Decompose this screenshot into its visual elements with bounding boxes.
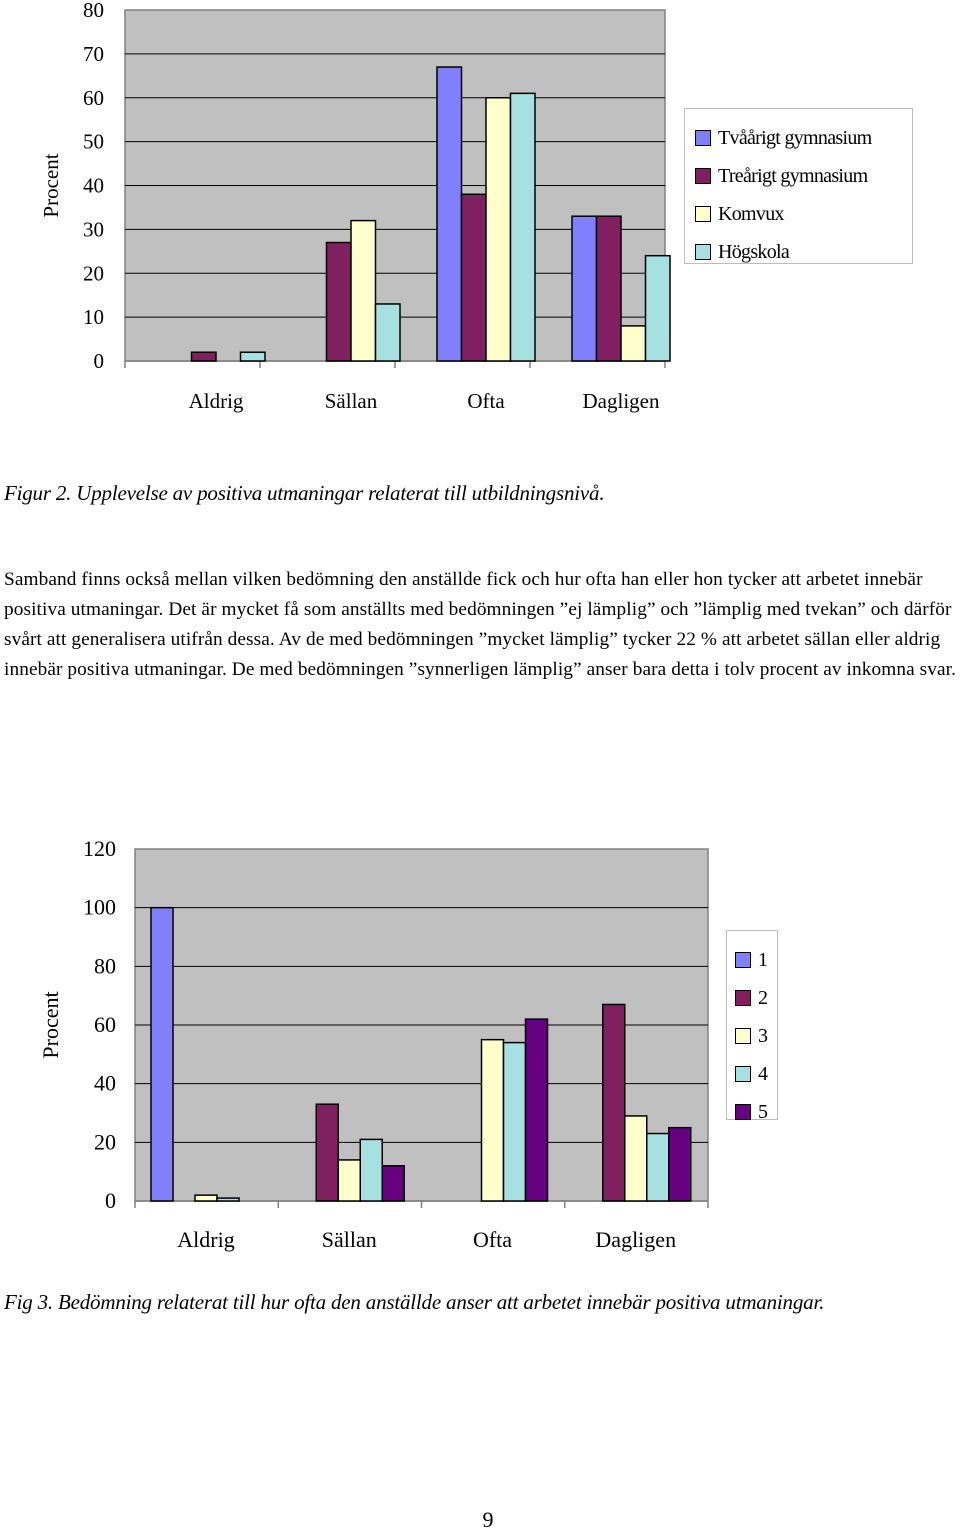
y-tick-label: 70 bbox=[83, 41, 104, 66]
x-category-label: Aldrig bbox=[177, 1227, 235, 1252]
legend-label: Komvux bbox=[718, 203, 784, 225]
bar bbox=[360, 1139, 382, 1201]
legend-label: Tvåårigt gymnasium bbox=[718, 127, 872, 149]
legend-label: 4 bbox=[758, 1063, 768, 1085]
legend-label: 1 bbox=[758, 949, 768, 971]
bar bbox=[241, 352, 266, 361]
bar bbox=[482, 1040, 504, 1201]
legend-item-4 bbox=[735, 1055, 777, 1093]
legend-swatch bbox=[735, 952, 751, 968]
legend-swatch bbox=[735, 1066, 751, 1082]
legend-item-1 bbox=[735, 941, 777, 979]
legend-item-3 bbox=[735, 1017, 777, 1055]
bar bbox=[217, 1198, 239, 1201]
legend-swatch bbox=[735, 990, 751, 1006]
x-category-label: Dagligen bbox=[595, 1227, 677, 1252]
legend-item-2 bbox=[695, 157, 912, 195]
y-tick-label: 60 bbox=[94, 1012, 116, 1037]
legend-swatch bbox=[695, 206, 711, 222]
y-axis-title: Procent bbox=[38, 991, 63, 1059]
legend-swatch bbox=[695, 130, 711, 146]
bar bbox=[327, 243, 352, 361]
bar bbox=[338, 1160, 360, 1201]
y-tick-label: 40 bbox=[94, 1070, 116, 1096]
x-category-label: Ofta bbox=[467, 389, 505, 413]
bar bbox=[646, 256, 671, 361]
legend-item-3 bbox=[695, 195, 912, 233]
legend-item-1 bbox=[695, 119, 912, 157]
bar bbox=[625, 1116, 647, 1201]
bar bbox=[376, 304, 401, 361]
x-category-label: Aldrig bbox=[188, 389, 244, 413]
x-category-label: Sällan bbox=[324, 389, 378, 413]
x-category-label: Dagligen bbox=[582, 389, 660, 413]
figure-caption: Fig 3. Bedömning relaterat till hur ofta den anställde anser att arbetet innebär positiva utmaningar. bbox=[4, 1290, 825, 1314]
legend-label: Treårigt gymnasium bbox=[718, 165, 868, 187]
chart-bedomning-legend bbox=[726, 930, 778, 1123]
legend-label: 2 bbox=[758, 987, 768, 1009]
y-tick-label: 0 bbox=[105, 1188, 116, 1213]
bar bbox=[195, 1195, 217, 1201]
bar bbox=[351, 221, 376, 361]
y-axis-title: Procent bbox=[39, 153, 63, 218]
legend-swatch bbox=[735, 1028, 751, 1044]
body-paragraph: Samband finns också mellan vilken bedömning den anställde fick och hur ofta han eller hon tycker att arbetet innebär positiva utmaningar. Det är mycket få som anställts med bedömningen ”ej lämplig” och ”lämplig med tvekan” och därför svårt att generalisera utifrån dessa. Av de med bedömningen ”mycket lämplig” tycker 22 % att arbetet sällan eller aldrig innebär positiva utmaningar. De med bedömningen ”synnerligen lämplig” anser bara detta i tolv procent av inkomna svar. bbox=[4, 569, 957, 680]
y-tick-label: 20 bbox=[94, 1129, 116, 1155]
x-category-label: Sällan bbox=[321, 1227, 377, 1252]
y-tick-label: 10 bbox=[83, 305, 104, 330]
legend-item-5 bbox=[735, 1093, 777, 1131]
bar bbox=[486, 98, 511, 361]
bar bbox=[192, 352, 217, 361]
y-tick-label: 30 bbox=[83, 217, 104, 242]
bar bbox=[511, 93, 536, 361]
bar bbox=[504, 1043, 526, 1201]
bar bbox=[572, 216, 597, 361]
bar bbox=[669, 1128, 691, 1201]
chart-utbildningsniva-legend bbox=[684, 108, 913, 264]
chart-bedomning bbox=[0, 830, 960, 1280]
chart-bedomning-svg bbox=[0, 830, 960, 1280]
bar bbox=[462, 194, 487, 361]
bar bbox=[526, 1019, 548, 1201]
chart-utbildningsniva bbox=[0, 0, 960, 430]
legend-label: Högskola bbox=[718, 241, 790, 263]
legend-item-2 bbox=[735, 979, 777, 1017]
figure-caption: Figur 2. Upplevelse av positiva utmaningar relaterat till utbildningsnivå. bbox=[4, 481, 605, 505]
bar bbox=[621, 326, 646, 361]
legend-item-4 bbox=[695, 233, 912, 271]
y-tick-label: 80 bbox=[94, 953, 116, 979]
y-tick-label: 100 bbox=[83, 894, 116, 920]
legend-swatch bbox=[695, 244, 711, 260]
y-tick-label: 80 bbox=[83, 0, 104, 22]
bar bbox=[151, 908, 173, 1201]
y-tick-label: 40 bbox=[83, 173, 104, 198]
bar bbox=[603, 1004, 625, 1201]
bar bbox=[382, 1166, 404, 1201]
bar bbox=[437, 67, 462, 361]
legend-label: 5 bbox=[758, 1101, 768, 1123]
y-tick-label: 60 bbox=[83, 85, 104, 110]
legend-swatch bbox=[735, 1104, 751, 1120]
bar bbox=[316, 1104, 338, 1201]
y-tick-label: 120 bbox=[83, 836, 116, 861]
x-category-label: Ofta bbox=[472, 1227, 513, 1252]
y-tick-label: 20 bbox=[83, 261, 104, 286]
legend-swatch bbox=[695, 168, 711, 184]
page-number: 9 bbox=[482, 1507, 494, 1532]
legend-label: 3 bbox=[758, 1025, 768, 1047]
y-tick-label: 50 bbox=[83, 129, 104, 154]
bar bbox=[647, 1134, 669, 1201]
bar bbox=[597, 216, 622, 361]
y-tick-label: 0 bbox=[93, 349, 104, 373]
